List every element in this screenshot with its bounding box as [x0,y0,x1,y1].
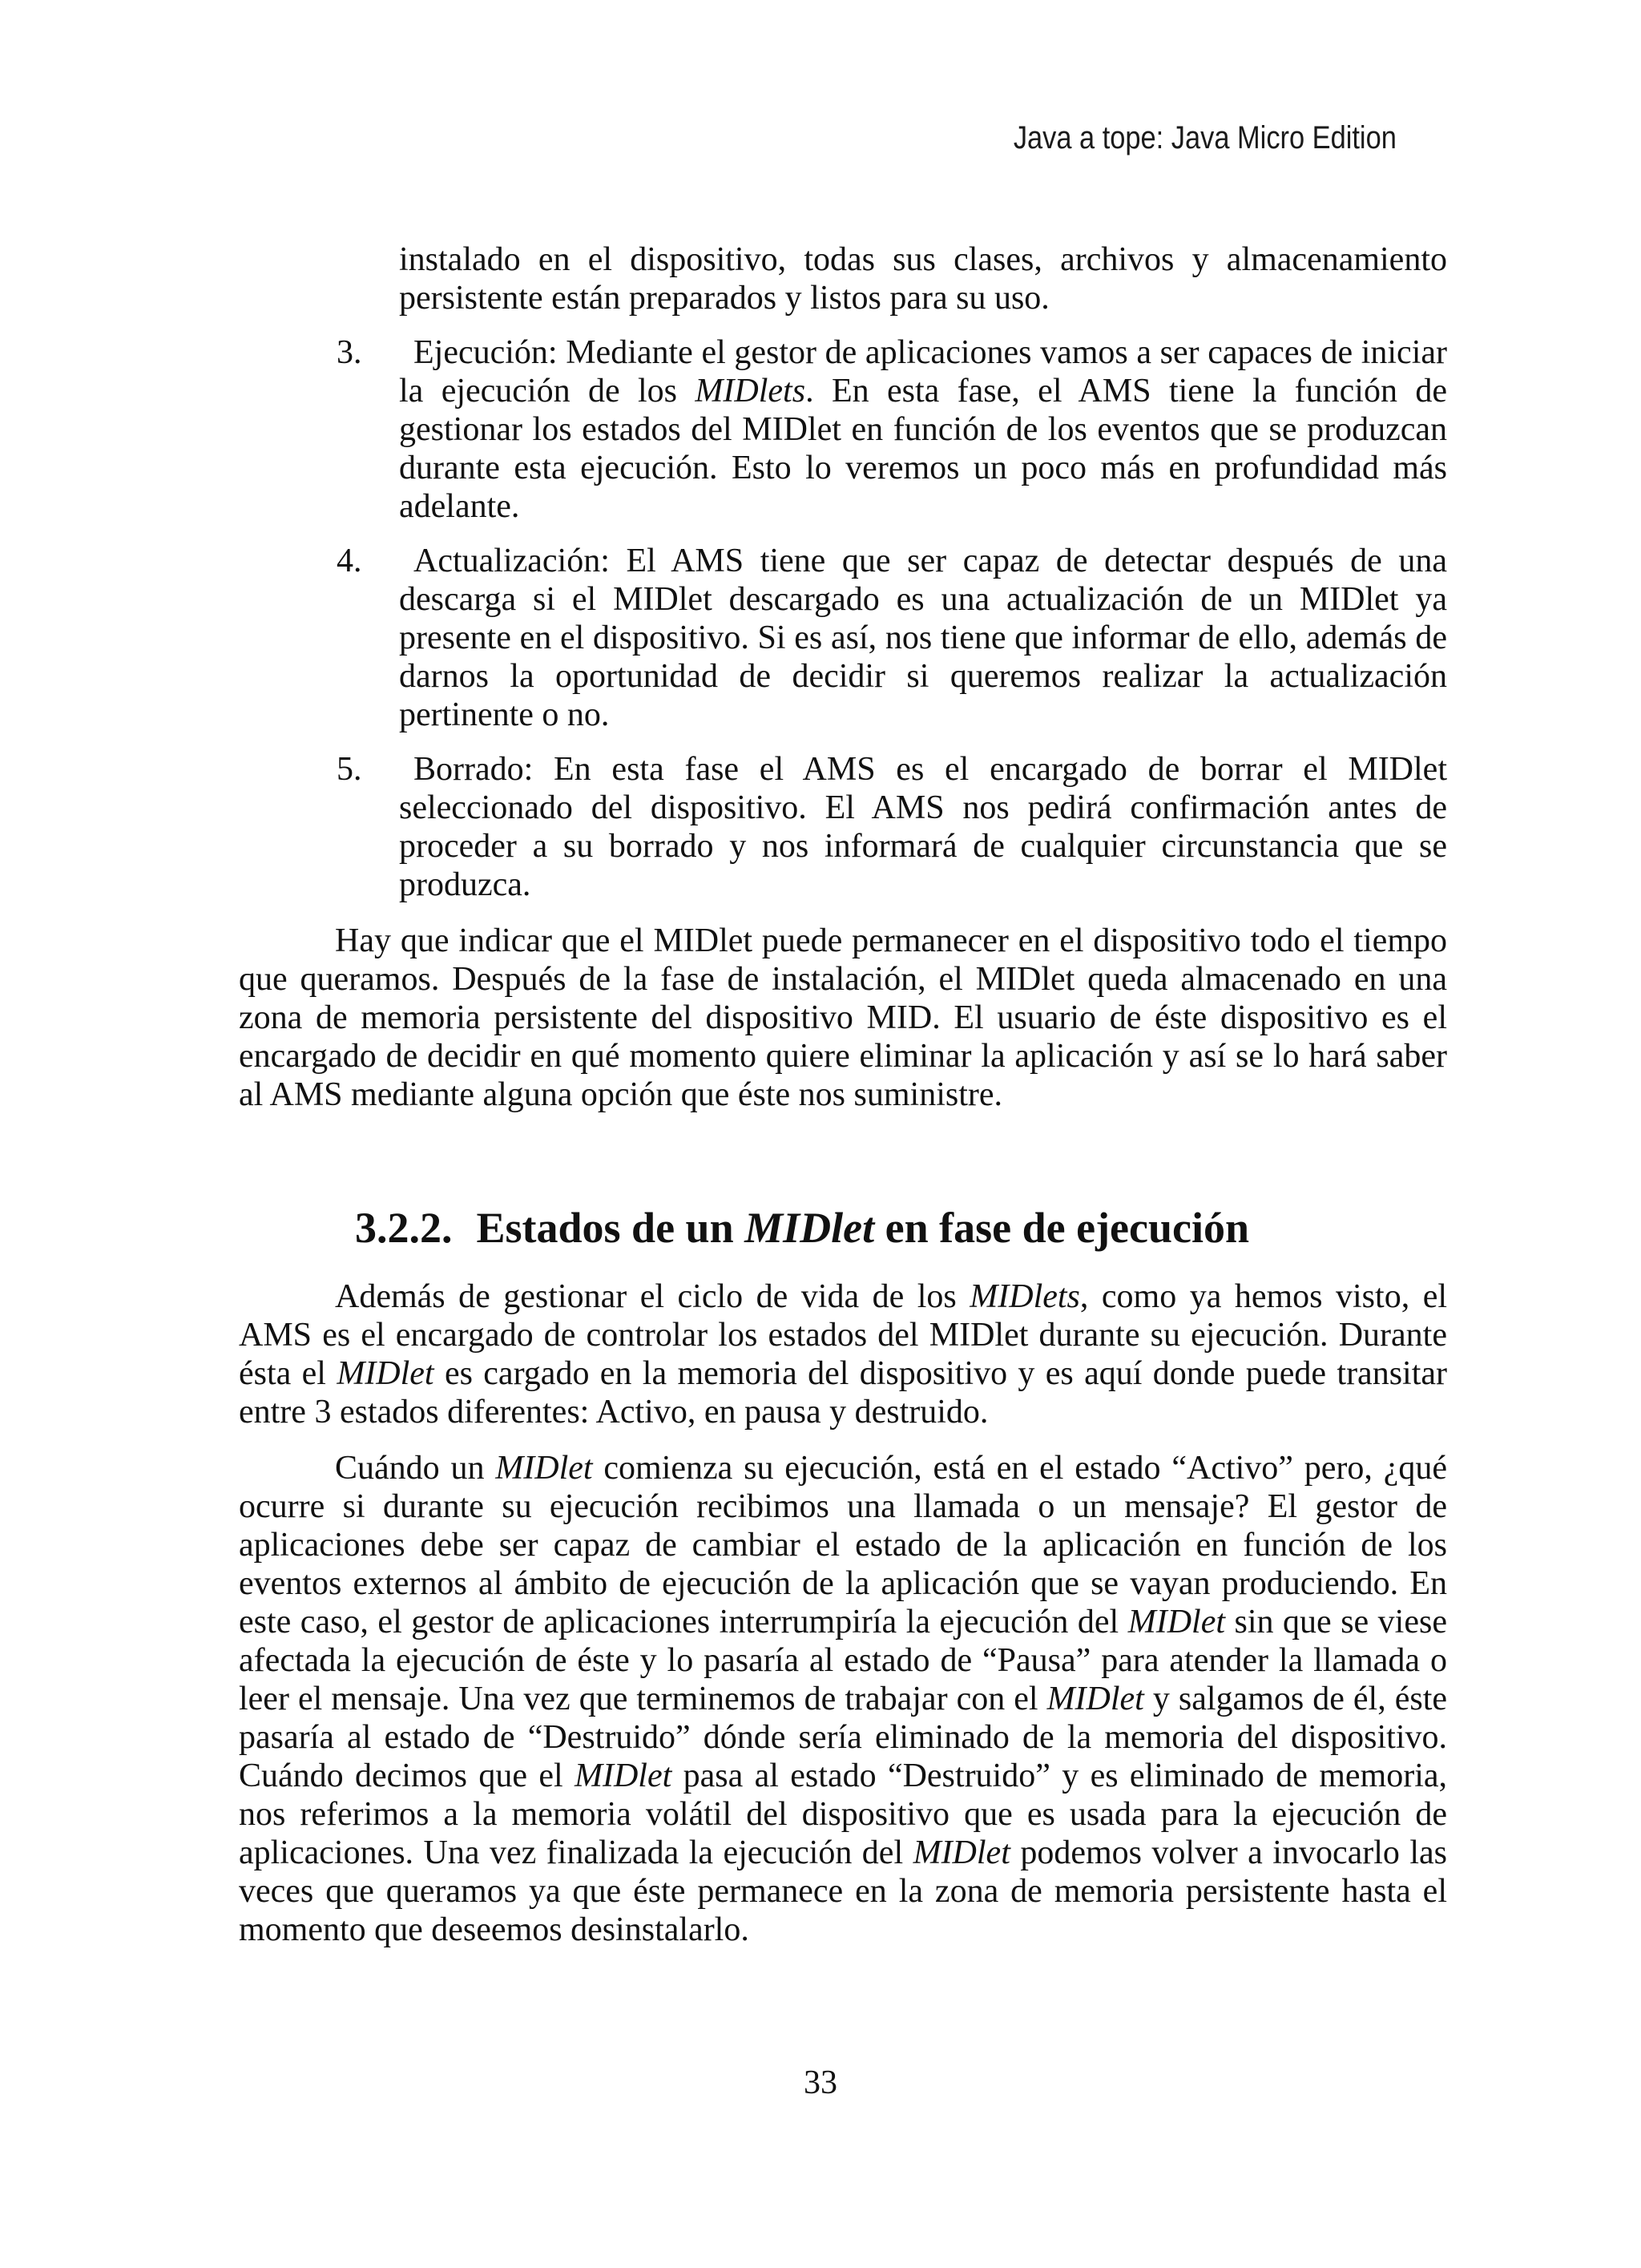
text-run: sin que se viese afectada la ejecución de éste y lo pasaría al estado de “Pausa” para atender la llamada o leer el mensaje. Una vez que terminemos de trabajar con el [239,1604,1447,1717]
body-paragraph: Hay que indicar que el MIDlet puede permanecer en el dispositivo todo el tiempo que queramos. Después de la fase de instalación, el MIDlet queda almacenado en una zona de memoria persistente del dispositivo MID. El usuario de éste dispositivo es el encargado de decidir en qué momento quiere eliminar la aplicación y así se lo hará saber al AMS mediante alguna opción que éste nos suministre. [239,922,1447,1113]
page-number: 33 [804,2064,837,2101]
page-content [239,240,1447,1949]
text-run: comienza su ejecución, está en el estado “Activo” pero, ¿qué ocurre si durante su ejecución recibimos una llamada o un mensaje? El gestor de aplicaciones debe ser capaz de cambiar el estado de la aplicación en función de los eventos externos al ámbito de ejecución de la aplicación que se vayan produciendo. En este caso, el gestor de aplicaciones interrumpiría la ejecución del [239,1450,1447,1640]
section-title-part: Estados de un [476,1204,745,1252]
text-run: es cargado en la memoria del dispositivo y es aquí donde puede transitar entre 3 estados diferentes: Activo, en pausa y destruido. [239,1355,1448,1431]
list-number: 4. [337,543,362,579]
text-run: y salgamos de él, éste pasaría al estado de “Destruido” dónde sería eliminado de la memoria del dispositivo. Cuándo decimos que el [239,1681,1448,1794]
text-run: podemos volver a invocarlo las veces que queramos ya que éste permanece en la zona de memoria persistente hasta el momento que deseemos desinstalarlo. [239,1834,1447,1948]
list-item-ejecucion [337,333,1447,526]
section-title-part: en fase de ejecución [874,1204,1250,1252]
section-title-emphasis: MIDlet [744,1204,875,1252]
emphasis-text: MIDlets [695,373,806,410]
text-run: , como ya hemos visto, el AMS es el encargado de controlar los estados del MIDlet durante su ejecución. Durante ésta el [239,1278,1448,1392]
emphasis-text: MIDlet [1127,1604,1226,1640]
list-item-text: Actualización: El AMS tiene que ser capaz de detectar después de una descarga si el MIDlet descargado es una actualización de un MIDlet ya presente en el dispositivo. Si es así, nos tiene que informar de ello, además de darnos la oportunidad de decidir si queremos realizar la actualización pertinente o no. [399,543,1447,733]
text-run: Cuándo un [335,1450,496,1487]
body-paragraph [239,1449,1447,1949]
list-item-borrado [337,750,1447,904]
emphasis-text: MIDlet [575,1757,672,1794]
list-item-continuation: instalado en el dispositivo, todas sus clases, archivos y almacenamiento persistente están preparados y listos para su uso. [399,241,1447,317]
emphasis-text: MIDlet [1046,1681,1144,1717]
list-number: 5. [337,751,362,788]
list-item-actualizacion [337,542,1447,734]
emphasis-text: MIDlets [970,1278,1080,1315]
emphasis-text: MIDlet [337,1355,434,1392]
list-number: 3. [337,334,362,371]
section-number: 3.2.2. [355,1204,453,1252]
emphasis-text: MIDlet [913,1834,1010,1871]
body-paragraph [239,1277,1447,1431]
emphasis-text: MIDlet [495,1450,593,1487]
text-run: . En esta fase, el AMS tiene la función de gestionar los estados del MIDlet en función de los eventos que se produzcan durante esta ejecución. Esto lo veremos un poco más en profundidad más adelante. [399,373,1447,525]
running-header: Java a tope: Java Micro Edition [1013,120,1397,155]
text-run: pasa al estado “Destruido” y es eliminado de memoria, nos referimos a la memoria volátil del dispositivo que es usada para la ejecución de aplicaciones. Una vez finalizada la ejecución del [239,1757,1448,1871]
list-item-text [399,333,1447,526]
list-item-text: Borrado: En esta fase el AMS es el encargado de borrar el MIDlet seleccionado del dispositivo. El AMS nos pedirá confirmación antes de proceder a su borrado y nos informará de cualquier circunstancia que se produzca. [399,751,1447,903]
text-run: Además de gestionar el ciclo de vida de los [335,1278,970,1315]
section-heading [355,1202,1447,1253]
text-run: Ejecución: Mediante el gestor de aplicaciones vamos a ser capaces de iniciar la ejecución de los [399,334,1447,410]
